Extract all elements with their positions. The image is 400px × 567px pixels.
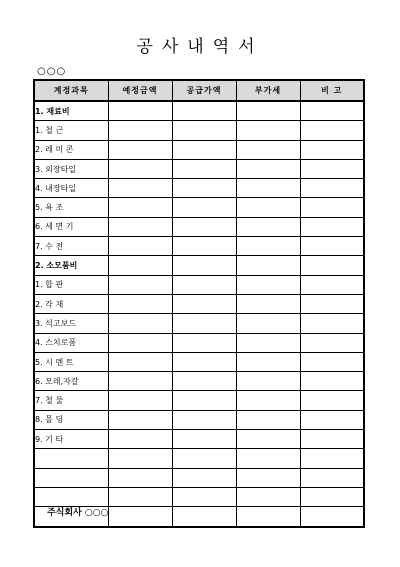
account-label: 8. 몰 딩 <box>34 410 108 429</box>
vat-cell[interactable] <box>236 314 300 333</box>
supply-value-cell[interactable] <box>172 487 236 506</box>
account-label: 7. 수 전 <box>34 237 108 256</box>
estimated-amount-cell[interactable] <box>108 410 172 429</box>
header-account: 계정과목 <box>34 80 108 101</box>
supply-value-cell[interactable] <box>172 410 236 429</box>
account-label: 2. 레 미 콘 <box>34 140 108 159</box>
supply-value-cell[interactable] <box>172 179 236 198</box>
vat-cell[interactable] <box>236 410 300 429</box>
estimated-amount-cell[interactable] <box>108 352 172 371</box>
table-row <box>34 121 364 140</box>
vat-cell[interactable] <box>236 487 300 506</box>
supply-value-cell[interactable] <box>172 159 236 178</box>
header-estimated-amount: 예정금액 <box>108 80 172 101</box>
remarks-cell[interactable] <box>300 487 364 506</box>
table-row <box>34 256 364 275</box>
estimated-amount-cell[interactable] <box>108 449 172 468</box>
remarks-cell[interactable] <box>300 198 364 217</box>
supply-value-cell[interactable] <box>172 237 236 256</box>
remarks-cell[interactable] <box>300 101 364 121</box>
table-row <box>34 430 364 449</box>
vat-cell[interactable] <box>236 391 300 410</box>
estimated-amount-cell[interactable] <box>108 333 172 352</box>
header-supply-value: 공급가액 <box>172 80 236 101</box>
table-row <box>34 314 364 333</box>
estimated-amount-cell[interactable] <box>108 101 172 121</box>
account-label: 6. 세 면 기 <box>34 217 108 236</box>
vat-cell[interactable] <box>236 449 300 468</box>
estimated-amount-cell[interactable] <box>108 430 172 449</box>
remarks-cell[interactable] <box>300 352 364 371</box>
cost-breakdown-table <box>33 79 365 528</box>
header-remarks: 비 고 <box>300 80 364 101</box>
account-label: 5. 시 멘 트 <box>34 352 108 371</box>
account-label: 4. 스치로폼 <box>34 333 108 352</box>
vat-cell[interactable] <box>236 430 300 449</box>
vat-cell[interactable] <box>236 372 300 391</box>
account-label: 2. 각 재 <box>34 294 108 313</box>
table-row <box>34 179 364 198</box>
remarks-cell[interactable] <box>300 468 364 487</box>
vat-cell[interactable] <box>236 468 300 487</box>
account-label: 1. 합 판 <box>34 275 108 294</box>
table-row <box>34 159 364 178</box>
remarks-cell[interactable] <box>300 333 364 352</box>
estimated-amount-cell[interactable] <box>108 179 172 198</box>
vat-cell[interactable] <box>236 352 300 371</box>
client-name: ○○○ <box>37 66 67 77</box>
remarks-cell[interactable] <box>300 430 364 449</box>
estimated-amount-cell[interactable] <box>108 372 172 391</box>
estimated-amount-cell[interactable] <box>108 487 172 506</box>
account-label: 7. 철 물 <box>34 391 108 410</box>
table-body <box>34 101 364 527</box>
vat-cell[interactable] <box>236 159 300 178</box>
document-title: 공사내역서 <box>136 37 264 57</box>
section-label: 2. 소모품비 <box>34 256 108 275</box>
account-label <box>34 468 108 487</box>
table-row <box>34 352 364 371</box>
vat-cell[interactable] <box>236 217 300 236</box>
table-row <box>34 101 364 121</box>
table-row <box>34 391 364 410</box>
table-row <box>34 217 364 236</box>
remarks-cell[interactable] <box>300 179 364 198</box>
table-row <box>34 237 364 256</box>
account-label: 9. 기 타 <box>34 430 108 449</box>
supply-value-cell[interactable] <box>172 101 236 121</box>
supply-value-cell[interactable] <box>172 352 236 371</box>
remarks-cell[interactable] <box>300 294 364 313</box>
account-label: 4. 내장타일 <box>34 179 108 198</box>
remarks-cell[interactable] <box>300 314 364 333</box>
supply-value-cell[interactable] <box>172 372 236 391</box>
remarks-cell[interactable] <box>300 140 364 159</box>
supply-value-cell[interactable] <box>172 449 236 468</box>
header-vat: 부가세 <box>236 80 300 101</box>
estimated-amount-cell[interactable] <box>108 275 172 294</box>
vat-cell[interactable] <box>236 294 300 313</box>
account-label: 3. 외장타일 <box>34 159 108 178</box>
estimated-amount-cell[interactable] <box>108 256 172 275</box>
remarks-cell[interactable] <box>300 121 364 140</box>
account-label <box>34 487 108 506</box>
vat-cell[interactable] <box>236 256 300 275</box>
table-row <box>34 372 364 391</box>
supply-value-cell[interactable] <box>172 468 236 487</box>
vat-cell[interactable] <box>236 333 300 352</box>
estimated-amount-cell[interactable] <box>108 507 172 527</box>
table-row <box>34 275 364 294</box>
remarks-cell[interactable] <box>300 372 364 391</box>
table-row <box>34 140 364 159</box>
remarks-cell[interactable] <box>300 256 364 275</box>
section-label: 1. 재료비 <box>34 101 108 121</box>
vat-cell[interactable] <box>236 507 300 527</box>
account-label: 6. 모래,자갈 <box>34 372 108 391</box>
table-row <box>34 449 364 468</box>
vat-cell[interactable] <box>236 198 300 217</box>
table-header-row <box>34 80 364 101</box>
remarks-cell[interactable] <box>300 237 364 256</box>
table-row <box>34 487 364 506</box>
estimated-amount-cell[interactable] <box>108 294 172 313</box>
vat-cell[interactable] <box>236 121 300 140</box>
vat-cell[interactable] <box>236 101 300 121</box>
remarks-cell[interactable] <box>300 217 364 236</box>
account-label <box>34 449 108 468</box>
company-name: 주식회사 ○○○ <box>47 508 109 518</box>
remarks-cell[interactable] <box>300 449 364 468</box>
supply-value-cell[interactable] <box>172 294 236 313</box>
supply-value-cell[interactable] <box>172 121 236 140</box>
supply-value-cell[interactable] <box>172 140 236 159</box>
estimated-amount-cell[interactable] <box>108 140 172 159</box>
supply-value-cell[interactable] <box>172 275 236 294</box>
table-row <box>34 198 364 217</box>
remarks-cell[interactable] <box>300 507 364 527</box>
estimated-amount-cell[interactable] <box>108 391 172 410</box>
supply-value-cell[interactable] <box>172 507 236 527</box>
estimated-amount-cell[interactable] <box>108 159 172 178</box>
remarks-cell[interactable] <box>300 391 364 410</box>
estimated-amount-cell[interactable] <box>108 468 172 487</box>
table-row <box>34 294 364 313</box>
estimated-amount-cell[interactable] <box>108 314 172 333</box>
vat-cell[interactable] <box>236 179 300 198</box>
remarks-cell[interactable] <box>300 275 364 294</box>
estimated-amount-cell[interactable] <box>108 237 172 256</box>
vat-cell[interactable] <box>236 140 300 159</box>
vat-cell[interactable] <box>236 237 300 256</box>
table-row <box>34 468 364 487</box>
table-row <box>34 333 364 352</box>
supply-value-cell[interactable] <box>172 198 236 217</box>
supply-value-cell[interactable] <box>172 217 236 236</box>
supply-value-cell[interactable] <box>172 391 236 410</box>
estimated-amount-cell[interactable] <box>108 217 172 236</box>
account-label: 1. 철 근 <box>34 121 108 140</box>
account-label: 5. 욕 조 <box>34 198 108 217</box>
supply-value-cell[interactable] <box>172 256 236 275</box>
estimated-amount-cell[interactable] <box>108 198 172 217</box>
remarks-cell[interactable] <box>300 410 364 429</box>
estimated-amount-cell[interactable] <box>108 121 172 140</box>
supply-value-cell[interactable] <box>172 430 236 449</box>
supply-value-cell[interactable] <box>172 314 236 333</box>
table-row <box>34 410 364 429</box>
supply-value-cell[interactable] <box>172 333 236 352</box>
vat-cell[interactable] <box>236 275 300 294</box>
account-label: 3. 석고보드 <box>34 314 108 333</box>
remarks-cell[interactable] <box>300 159 364 178</box>
